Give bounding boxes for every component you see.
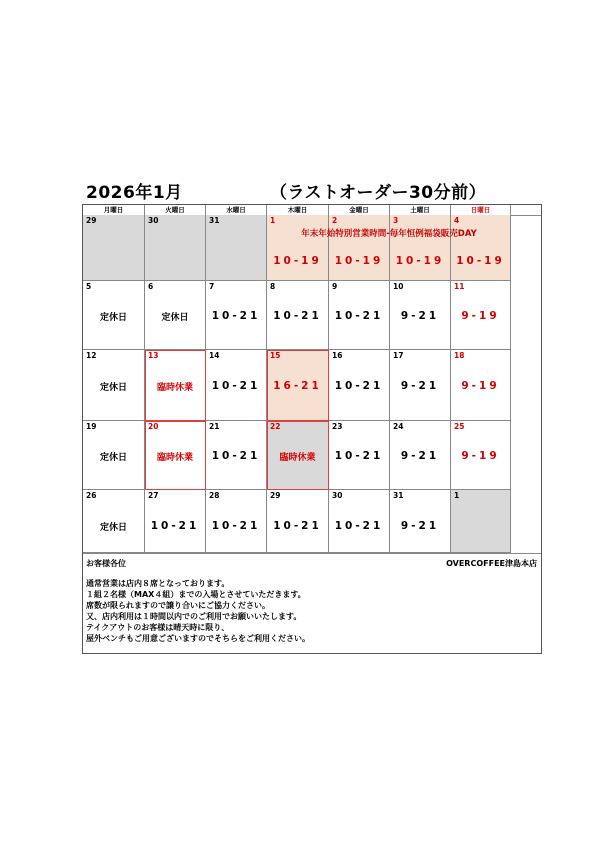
- calendar-day-cell: [451, 350, 511, 421]
- day-hours: 9-21: [400, 310, 440, 322]
- day-hours: 16-21: [273, 380, 322, 392]
- day-number: 8: [270, 282, 276, 291]
- day-number: 1: [454, 491, 460, 500]
- day-number: 26: [86, 491, 97, 500]
- day-hours: 定休日: [99, 523, 127, 533]
- calendar-day-cell: [329, 421, 390, 490]
- day-hours: 臨時休業: [156, 383, 193, 393]
- day-hours: 定休日: [99, 313, 127, 323]
- weekday-label: 水曜日: [206, 205, 267, 215]
- calendar-day-cell: [145, 215, 206, 281]
- day-number: 25: [454, 422, 465, 431]
- day-hours: 臨時休業: [156, 453, 193, 463]
- day-hours: 10-21: [211, 520, 261, 532]
- day-hours: 10-21: [211, 450, 261, 462]
- day-hours: 10-19: [395, 255, 445, 267]
- calendar-sheet: [82, 204, 542, 654]
- day-hours: 10-21: [334, 380, 384, 392]
- day-number: 13: [148, 351, 159, 360]
- calendar-day-cell: [145, 421, 206, 490]
- day-number: 7: [209, 282, 215, 291]
- day-hours: 定休日: [161, 313, 189, 323]
- day-hours: 9-19: [461, 450, 500, 462]
- day-number: 14: [209, 351, 220, 360]
- day-number: 22: [270, 422, 281, 431]
- calendar-day-cell: [83, 421, 145, 490]
- calendar-day-cell: [267, 421, 329, 490]
- day-number: 23: [332, 422, 343, 431]
- salutation: お客様各位: [86, 559, 126, 568]
- weekday-label: 日曜日: [451, 205, 511, 215]
- day-number: 18: [454, 351, 465, 360]
- calendar-day-cell: [267, 490, 329, 553]
- day-number: 20: [148, 422, 159, 431]
- day-number: 28: [209, 491, 220, 500]
- day-number: 29: [86, 216, 97, 225]
- calendar-day-cell: [329, 350, 390, 421]
- day-hours: 9-19: [461, 380, 500, 392]
- calendar-day-cell: [390, 350, 451, 421]
- new-year-banner: 年末年始特別営業時間-毎年恒例福袋販売DAY: [301, 229, 477, 239]
- calendar-day-cell: [451, 490, 511, 553]
- day-number: 5: [86, 282, 92, 291]
- calendar-day-cell: [83, 350, 145, 421]
- calendar-day-cell: [267, 215, 329, 281]
- notice-line: １組２名様（MAX４組）までの入場とさせていただきます。: [86, 590, 306, 599]
- calendar-day-cell: [83, 215, 145, 281]
- day-number: 12: [86, 351, 97, 360]
- calendar-day-cell: [390, 215, 451, 281]
- day-hours: 9-19: [461, 310, 500, 322]
- day-hours: 定休日: [99, 453, 127, 463]
- day-number: 21: [209, 422, 220, 431]
- day-number: 24: [393, 422, 404, 431]
- weekday-label: 月曜日: [83, 205, 145, 215]
- weekday-label: 金曜日: [329, 205, 390, 215]
- notice-line: 又、店内利用は１時間以内でのご利用でお願いいたします。: [86, 612, 302, 621]
- day-hours: 臨時休業: [279, 453, 316, 463]
- notice-text: [86, 578, 310, 644]
- footer-divider: [83, 553, 541, 554]
- notice-line: 通常営業は店内８席となっております。: [86, 579, 230, 588]
- calendar-day-cell: [390, 421, 451, 490]
- day-number: 11: [454, 282, 465, 291]
- day-number: 27: [148, 491, 159, 500]
- day-hours: 10-21: [334, 520, 384, 532]
- calendar-day-cell: [206, 215, 267, 281]
- weekday-label: 土曜日: [390, 205, 451, 215]
- calendar-day-cell: [206, 490, 267, 553]
- day-number: 30: [148, 216, 159, 225]
- calendar-day-cell: [390, 281, 451, 350]
- day-number: 15: [270, 351, 281, 360]
- day-number: 1: [270, 216, 276, 225]
- calendar-day-cell: [206, 421, 267, 490]
- shop-name: OVERCOFFEE津島本店: [446, 559, 537, 568]
- day-hours: 10-21: [334, 310, 384, 322]
- calendar-day-cell: [206, 350, 267, 421]
- day-number: 31: [393, 491, 404, 500]
- day-number: 19: [86, 422, 97, 431]
- calendar-day-cell: [83, 281, 145, 350]
- day-hours: 10-21: [211, 310, 261, 322]
- calendar-day-cell: [329, 215, 390, 281]
- calendar-day-cell: [390, 490, 451, 553]
- day-number: 10: [393, 282, 404, 291]
- calendar-day-cell: [451, 281, 511, 350]
- day-hours: 定休日: [99, 383, 127, 393]
- notice-line: 席数が限られますので譲り合いにご協力ください。: [86, 601, 270, 610]
- day-number: 2: [332, 216, 338, 225]
- day-number: 3: [393, 216, 399, 225]
- day-number: 30: [332, 491, 343, 500]
- day-hours: 10-21: [273, 310, 322, 322]
- day-hours: 9-21: [400, 520, 440, 532]
- day-number: 17: [393, 351, 404, 360]
- day-hours: 10-21: [211, 380, 261, 392]
- calendar-day-cell: [267, 281, 329, 350]
- day-number: 9: [332, 282, 338, 291]
- calendar-day-cell: [451, 215, 511, 281]
- notice-line: テイクアウトのお客様は晴天時に限り、: [86, 623, 230, 632]
- day-hours: 10-21: [273, 520, 322, 532]
- day-hours: 10-21: [150, 520, 200, 532]
- weekday-label: 木曜日: [267, 205, 329, 215]
- day-hours: 9-21: [400, 380, 440, 392]
- calendar-day-cell: [145, 281, 206, 350]
- calendar-day-cell: [329, 490, 390, 553]
- notice-line: 屋外ベンチもご用意ございますのでそちらをご利用ください。: [86, 634, 310, 643]
- day-number: 31: [209, 216, 220, 225]
- month-title: 2026年1月: [86, 183, 183, 203]
- calendar-day-cell: [267, 350, 329, 421]
- calendar-day-cell: [329, 281, 390, 350]
- weekday-label: 火曜日: [145, 205, 206, 215]
- calendar-day-cell: [451, 421, 511, 490]
- last-order-note: （ラストオーダー30分前）: [270, 183, 487, 203]
- day-hours: 10-19: [273, 255, 322, 267]
- calendar-day-cell: [145, 350, 206, 421]
- day-hours: 10-19: [456, 255, 505, 267]
- day-number: 29: [270, 491, 281, 500]
- day-hours: 10-21: [334, 450, 384, 462]
- day-number: 16: [332, 351, 343, 360]
- day-number: 6: [148, 282, 154, 291]
- calendar-day-cell: [145, 490, 206, 553]
- day-number: 4: [454, 216, 460, 225]
- day-hours: 9-21: [400, 450, 440, 462]
- calendar-day-cell: [206, 281, 267, 350]
- calendar-day-cell: [83, 490, 145, 553]
- day-hours: 10-19: [334, 255, 384, 267]
